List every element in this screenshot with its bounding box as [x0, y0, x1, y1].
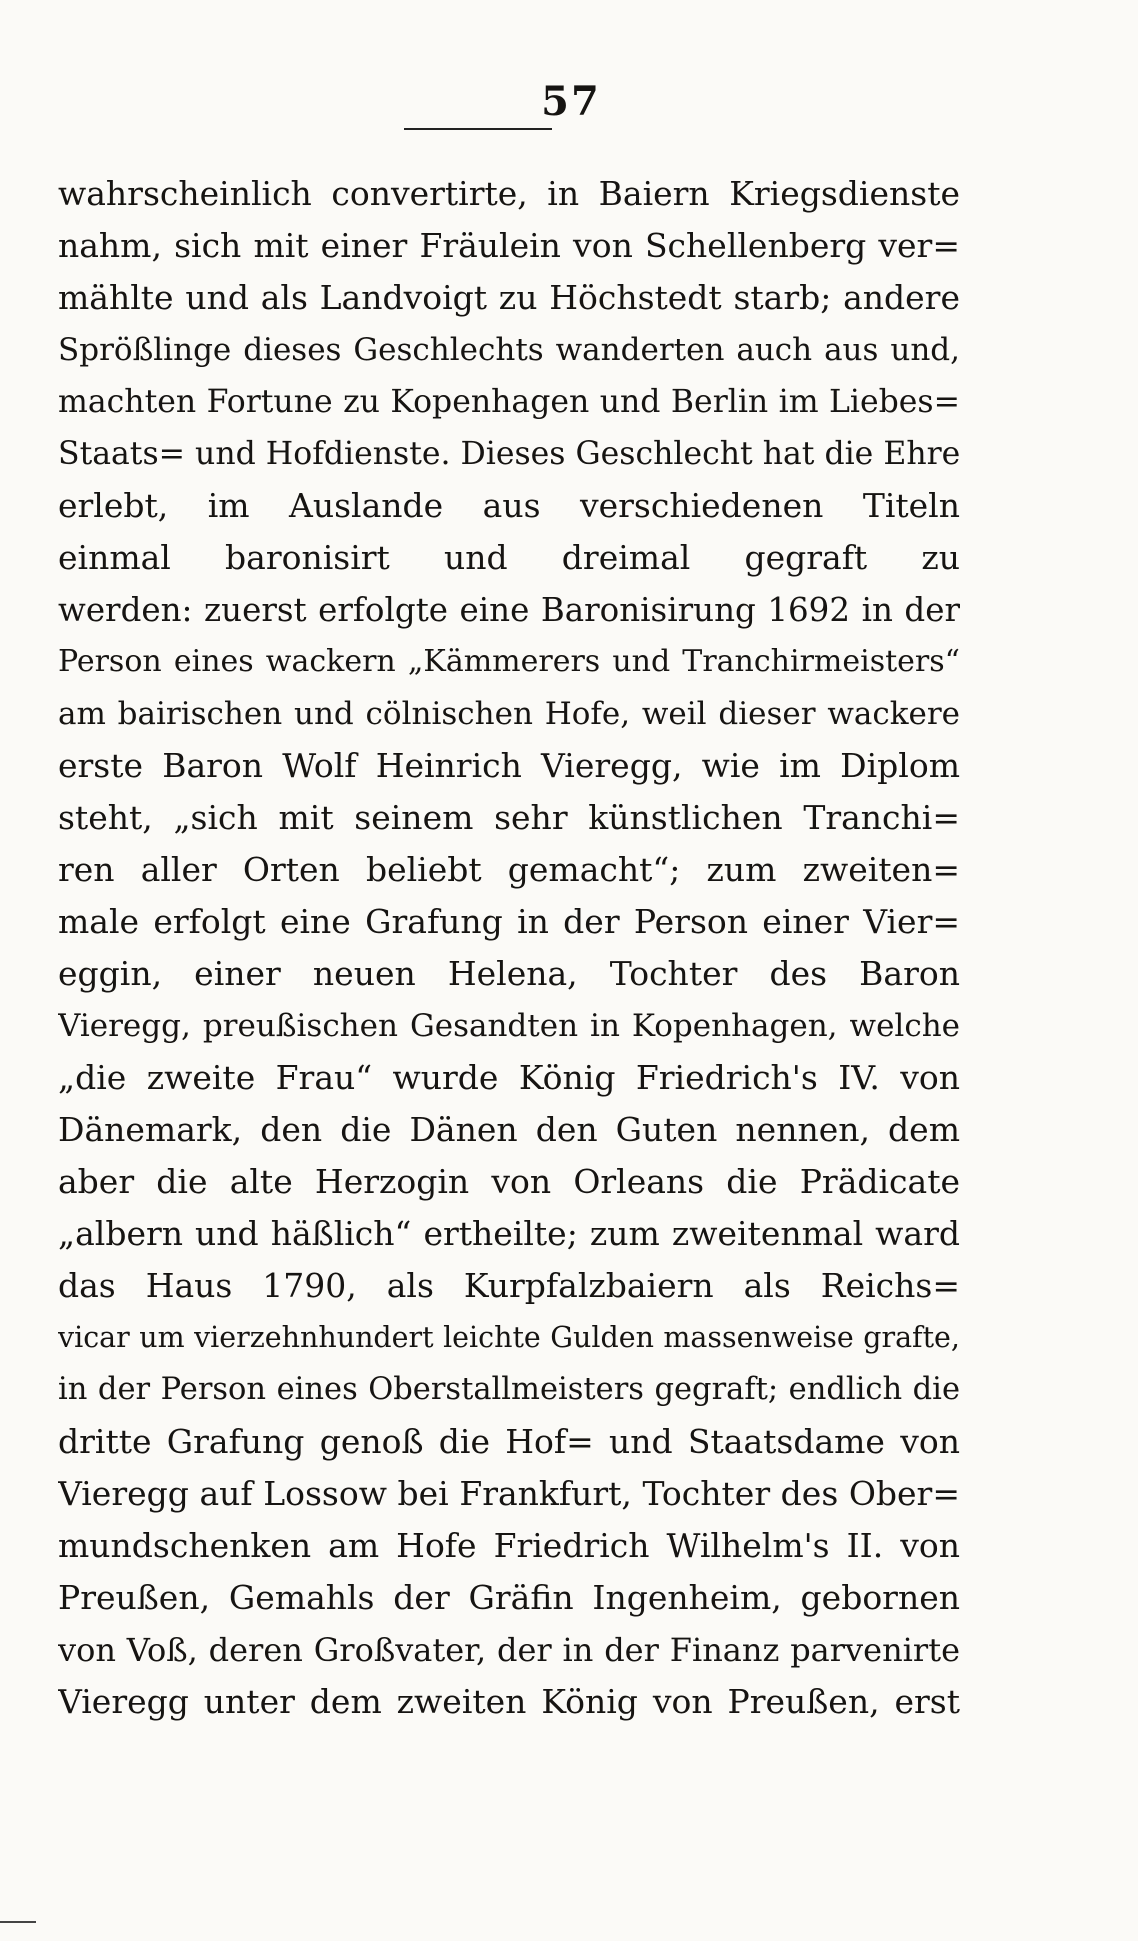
text-line: einmal baronisirt und dreimal gegraft zu: [58, 538, 960, 577]
text-line: in der Person eines Oberstallmeisters gegraft; endlich die: [58, 1372, 960, 1407]
text-line: Preußen, Gemahls der Gräfin Ingenheim, gebornen: [58, 1578, 960, 1617]
text-line: vicar um vierzehnhundert leichte Gulden massenweise grafte,: [58, 1321, 960, 1354]
header-rule: [404, 128, 552, 130]
text-line: steht, „sich mit seinem sehr künstlichen Tranchi=: [58, 798, 960, 837]
text-line: eggin, einer neuen Helena, Tochter des Baron: [58, 954, 960, 993]
text-line: machten Fortune zu Kopenhagen und Berlin im Liebes=: [58, 384, 960, 420]
text-line: erste Baron Wolf Heinrich Vieregg, wie im Diplom: [58, 746, 960, 785]
scan-edge-mark: [0, 1921, 36, 1923]
page-number: 57: [541, 78, 601, 125]
text-line: „die zweite Frau“ wurde König Friedrich's IV. von: [58, 1058, 960, 1097]
text-line: mundschenken am Hofe Friedrich Wilhelm's II. von: [58, 1526, 960, 1565]
text-line: Person eines wackern „Kämmerers und Tranchirmeisters“: [58, 644, 960, 679]
text-line: Sprößlinge dieses Geschlechts wanderten auch aus und,: [58, 332, 960, 368]
text-line: am bairischen und cölnischen Hofe, weil dieser wackere: [58, 696, 960, 732]
text-line: Vieregg auf Lossow bei Frankfurt, Tochter des Ober=: [58, 1474, 960, 1513]
text-line: von Voß, deren Großvater, der in der Finanz parvenirte: [58, 1631, 960, 1669]
text-line: ren aller Orten beliebt gemacht“; zum zweiten=: [58, 850, 960, 889]
text-line: werden: zuerst erfolgte eine Baronisirung 1692 in der: [58, 591, 960, 629]
text-line: mählte und als Landvoigt zu Höchstedt starb; andere: [58, 278, 960, 317]
text-line: Staats= und Hofdienste. Dieses Geschlecht hat die Ehre: [58, 436, 960, 472]
text-line: nahm, sich mit einer Fräulein von Schellenberg ver=: [58, 226, 960, 265]
body-text: [58, 168, 960, 1728]
text-line: Vieregg, preußischen Gesandten in Kopenhagen, welche: [58, 1008, 960, 1044]
text-line: „albern und häßlich“ ertheilte; zum zweitenmal ward: [58, 1214, 960, 1253]
text-line: Vieregg unter dem zweiten König von Preußen, erst: [58, 1682, 960, 1721]
text-line: aber die alte Herzogin von Orleans die Prädicate: [58, 1162, 960, 1201]
text-line: Dänemark, den die Dänen den Guten nennen, dem: [58, 1110, 960, 1149]
text-line: dritte Grafung genoß die Hof= und Staatsdame von: [58, 1422, 960, 1461]
text-line: male erfolgt eine Grafung in der Person einer Vier=: [58, 902, 960, 941]
text-line: wahrscheinlich convertirte, in Baiern Kriegsdienste: [58, 174, 960, 213]
text-line: das Haus 1790, als Kurpfalzbaiern als Reichs=: [58, 1266, 960, 1305]
text-line: erlebt, im Auslande aus verschiedenen Titeln: [58, 486, 960, 525]
